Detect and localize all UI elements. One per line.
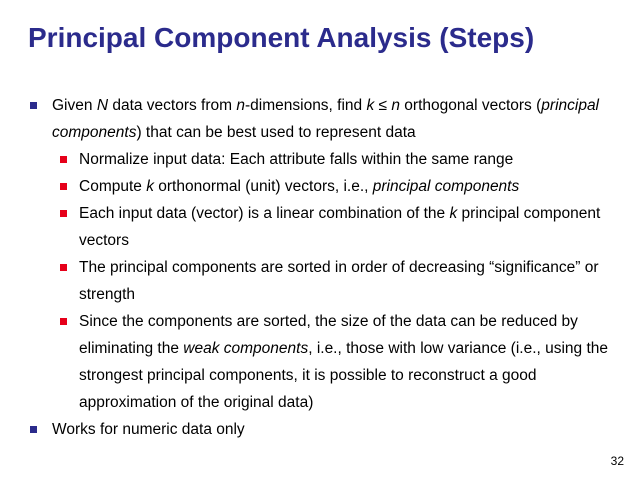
text-segment: weak components: [183, 340, 309, 357]
text-segment: principal components: [372, 178, 520, 195]
square-bullet-icon: [30, 102, 37, 109]
text-segment: N: [96, 97, 109, 114]
bullet-text: [79, 151, 513, 168]
bullet-text: [79, 313, 608, 411]
page-number: 32: [610, 454, 624, 468]
text-segment: Each input data (vector) is a linear combination of the: [79, 205, 450, 222]
bullet-text: [52, 97, 599, 141]
text-segment: Given: [52, 97, 97, 114]
text-segment: orthonormal (unit) vectors, i.e.,: [153, 178, 373, 195]
text-segment: Compute: [79, 178, 147, 195]
text-segment: The principal components are sorted in order of decreasing “significance” or strength: [79, 259, 599, 303]
bullet-text: [79, 205, 600, 249]
bullet-list: [0, 92, 638, 443]
text-segment: Works for numeric data only: [52, 421, 245, 438]
red-square-bullet-icon: [60, 156, 67, 163]
red-square-bullet-icon: [60, 210, 67, 217]
sub-bullet-item: [0, 173, 619, 200]
slide-title: Principal Component Analysis (Steps): [28, 22, 535, 53]
red-square-bullet-icon: [60, 264, 67, 271]
text-segment: orthogonal vectors (: [399, 97, 542, 114]
sub-bullet-item: [0, 254, 619, 308]
sub-bullet-item: [0, 146, 619, 173]
square-bullet-icon: [30, 426, 37, 433]
text-segment: n: [391, 97, 400, 114]
text-segment: Since the components are sorted, the size of the data can be reduced by eliminating the: [79, 313, 578, 357]
text-segment: Normalize input data: Each attribute falls within the same range: [79, 151, 514, 168]
bullet-item: [0, 92, 612, 146]
red-square-bullet-icon: [60, 318, 67, 325]
text-segment: data vectors from: [108, 97, 237, 114]
text-segment: ) that can be best used to represent data: [136, 124, 416, 141]
text-segment: k: [449, 205, 458, 222]
text-segment: k: [366, 97, 375, 114]
bullet-text: [52, 421, 245, 438]
bullet-text: [79, 259, 599, 303]
bullet-text: [79, 178, 519, 195]
text-segment: , i.e., those with low variance (i.e., using the strongest principal components, it is possible to reconstruct a good approximation of the original data): [79, 340, 609, 411]
text-segment: -dimensions, find: [245, 97, 367, 114]
sub-bullet-item: [0, 200, 619, 254]
red-square-bullet-icon: [60, 183, 67, 190]
text-segment: principal component vectors: [79, 205, 601, 249]
bullet-item: [0, 416, 612, 443]
text-segment: n: [236, 97, 245, 114]
text-segment: ≤: [374, 97, 392, 114]
sub-bullet-item: [0, 308, 619, 416]
text-segment: k: [146, 178, 154, 195]
text-segment: principal components: [52, 97, 600, 141]
